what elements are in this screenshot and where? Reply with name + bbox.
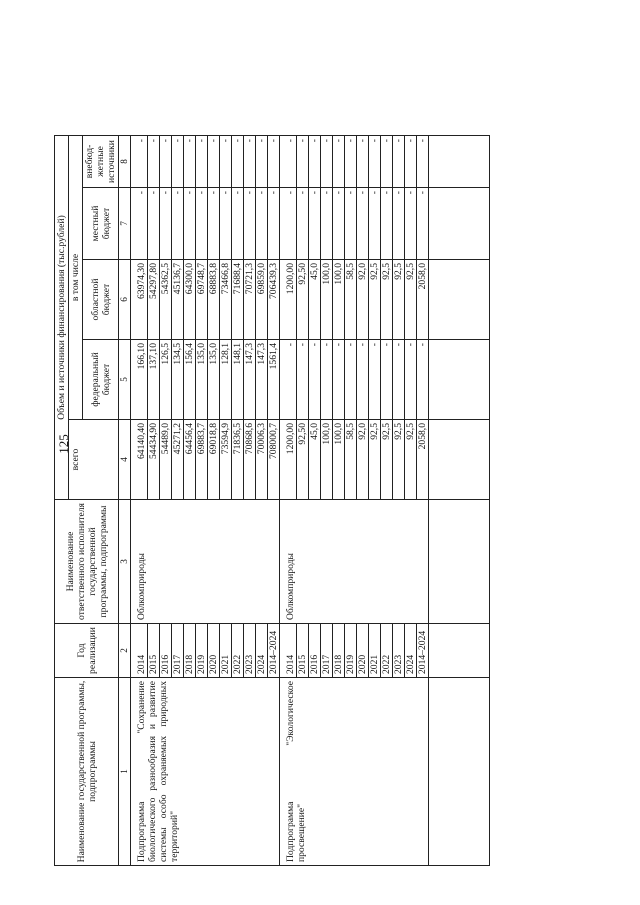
total-cell: 100,0 bbox=[333, 420, 345, 500]
total-cell: 54434,90 bbox=[148, 420, 160, 500]
federal-cell: - bbox=[280, 340, 297, 420]
extra-cell: - bbox=[417, 135, 429, 187]
year-cell: 2019 bbox=[196, 624, 208, 678]
local-cell: - bbox=[160, 188, 172, 260]
year-cell: 2014–2024 bbox=[417, 624, 429, 678]
extra-cell: - bbox=[184, 135, 196, 187]
column-number: 3 bbox=[119, 500, 131, 624]
blank-margin bbox=[172, 35, 184, 135]
federal-cell: 128,1 bbox=[220, 340, 232, 420]
page-number: 125 bbox=[56, 434, 71, 454]
year-cell: 2017 bbox=[172, 624, 184, 678]
total-cell: 45,0 bbox=[309, 420, 321, 500]
total-cell: 54489,0 bbox=[160, 420, 172, 500]
regional-cell: 92,5 bbox=[393, 260, 405, 340]
empty-cell bbox=[429, 135, 490, 187]
extra-cell: - bbox=[232, 135, 244, 187]
blank-margin bbox=[208, 35, 220, 135]
blank-margin bbox=[280, 35, 297, 135]
federal-cell: 134,5 bbox=[172, 340, 184, 420]
regional-cell: 92,5 bbox=[381, 260, 393, 340]
extra-cell: - bbox=[369, 135, 381, 187]
year-cell: 2023 bbox=[393, 624, 405, 678]
local-cell: - bbox=[172, 188, 184, 260]
year-cell: 2021 bbox=[220, 624, 232, 678]
total-cell: 70868,6 bbox=[244, 420, 256, 500]
federal-cell: 135,0 bbox=[208, 340, 220, 420]
total-cell: 92,5 bbox=[369, 420, 381, 500]
table-row bbox=[280, 35, 297, 865]
regional-cell: 92,5 bbox=[405, 260, 417, 340]
extra-cell: - bbox=[309, 135, 321, 187]
header-regional: областной бюджет bbox=[83, 260, 119, 340]
total-cell: 92,5 bbox=[381, 420, 393, 500]
local-cell: - bbox=[357, 188, 369, 260]
header-program-name: Наименование государственной программы, подпрограммы bbox=[55, 678, 119, 866]
regional-cell: 100,0 bbox=[333, 260, 345, 340]
extra-cell: - bbox=[268, 135, 280, 187]
blank-margin bbox=[244, 35, 256, 135]
header-executor: Наименование ответственного исполнителя государственной программы, подпрограммы bbox=[55, 500, 119, 624]
regional-cell: 71688,4 bbox=[232, 260, 244, 340]
extra-cell: - bbox=[280, 135, 297, 187]
federal-cell: - bbox=[333, 340, 345, 420]
year-cell: 2015 bbox=[297, 624, 309, 678]
extra-cell: - bbox=[333, 135, 345, 187]
extra-cell: - bbox=[196, 135, 208, 187]
regional-cell: 54297,80 bbox=[148, 260, 160, 340]
local-cell: - bbox=[297, 188, 309, 260]
extra-cell: - bbox=[208, 135, 220, 187]
federal-cell: 126,5 bbox=[160, 340, 172, 420]
executor-cell: Облкомприроды bbox=[280, 500, 429, 624]
regional-cell: 69859,0 bbox=[256, 260, 268, 340]
extra-cell: - bbox=[131, 135, 148, 187]
regional-cell: 92,5 bbox=[369, 260, 381, 340]
year-cell: 2018 bbox=[184, 624, 196, 678]
year-cell: 2024 bbox=[256, 624, 268, 678]
local-cell: - bbox=[369, 188, 381, 260]
extra-cell: - bbox=[297, 135, 309, 187]
total-cell: 92,50 bbox=[297, 420, 309, 500]
federal-cell: - bbox=[381, 340, 393, 420]
local-cell: - bbox=[345, 188, 357, 260]
column-number: 2 bbox=[119, 624, 131, 678]
table-row bbox=[131, 35, 148, 865]
local-cell: - bbox=[280, 188, 297, 260]
total-cell: 2058,0 bbox=[417, 420, 429, 500]
subprogram-name: Подпрограмма "Экологическое просвещение" bbox=[280, 678, 429, 866]
year-cell: 2014 bbox=[280, 624, 297, 678]
empty-cell bbox=[429, 35, 490, 135]
regional-cell: 58,5 bbox=[345, 260, 357, 340]
total-cell: 92,5 bbox=[405, 420, 417, 500]
total-cell: 92,5 bbox=[393, 420, 405, 500]
regional-cell: 69748,7 bbox=[196, 260, 208, 340]
federal-cell: - bbox=[321, 340, 333, 420]
header-local: местный бюджет bbox=[83, 188, 119, 260]
local-cell: - bbox=[196, 188, 208, 260]
total-cell: 69883,7 bbox=[196, 420, 208, 500]
extra-cell: - bbox=[220, 135, 232, 187]
column-number: 7 bbox=[119, 188, 131, 260]
header-total: всего bbox=[69, 420, 119, 500]
empty-cell bbox=[429, 624, 490, 678]
empty-cell bbox=[429, 500, 490, 624]
blank-margin bbox=[297, 35, 309, 135]
regional-cell: 1200,00 bbox=[280, 260, 297, 340]
regional-cell: 45136,7 bbox=[172, 260, 184, 340]
subprogram-name: Подпрограмма "Сохранение биологического разнообразия и развитие системы особо охраняемых природных территорий" bbox=[131, 678, 280, 866]
blank-margin bbox=[196, 35, 208, 135]
total-cell: 73594,9 bbox=[220, 420, 232, 500]
extra-cell: - bbox=[357, 135, 369, 187]
regional-cell: 2058,0 bbox=[417, 260, 429, 340]
rotated-page-content bbox=[54, 36, 584, 866]
blank-margin bbox=[184, 35, 196, 135]
year-cell: 2020 bbox=[357, 624, 369, 678]
regional-cell: 45,0 bbox=[309, 260, 321, 340]
federal-cell: - bbox=[297, 340, 309, 420]
empty-cell bbox=[429, 188, 490, 260]
local-cell: - bbox=[405, 188, 417, 260]
regional-cell: 706439,3 bbox=[268, 260, 280, 340]
federal-cell: 166,10 bbox=[131, 340, 148, 420]
local-cell: - bbox=[268, 188, 280, 260]
blank-margin bbox=[309, 35, 321, 135]
federal-cell: - bbox=[369, 340, 381, 420]
header-funding: Объем и источники финансирования (тыс.рублей) bbox=[55, 135, 69, 499]
blank-margin bbox=[148, 35, 160, 135]
year-cell: 2017 bbox=[321, 624, 333, 678]
local-cell: - bbox=[321, 188, 333, 260]
year-cell: 2021 bbox=[369, 624, 381, 678]
local-cell: - bbox=[184, 188, 196, 260]
year-cell: 2019 bbox=[345, 624, 357, 678]
blank-margin bbox=[232, 35, 244, 135]
year-cell: 2022 bbox=[232, 624, 244, 678]
total-cell: 64456,4 bbox=[184, 420, 196, 500]
local-cell: - bbox=[256, 188, 268, 260]
empty-cell bbox=[429, 260, 490, 340]
empty-cell bbox=[429, 420, 490, 500]
extra-cell: - bbox=[393, 135, 405, 187]
federal-cell: - bbox=[309, 340, 321, 420]
column-number: 8 bbox=[119, 135, 131, 187]
blank-margin bbox=[220, 35, 232, 135]
extra-cell: - bbox=[321, 135, 333, 187]
blank-margin bbox=[417, 35, 429, 135]
header-including: в том числе bbox=[69, 135, 83, 419]
blank-margin bbox=[405, 35, 417, 135]
federal-cell: - bbox=[417, 340, 429, 420]
regional-cell: 68883,8 bbox=[208, 260, 220, 340]
federal-cell: 147,3 bbox=[256, 340, 268, 420]
column-number: 1 bbox=[119, 678, 131, 866]
empty-cell bbox=[429, 678, 490, 866]
local-cell: - bbox=[244, 188, 256, 260]
local-cell: - bbox=[309, 188, 321, 260]
local-cell: - bbox=[333, 188, 345, 260]
column-numbers-row bbox=[119, 35, 131, 865]
regional-cell: 63974,30 bbox=[131, 260, 148, 340]
local-cell: - bbox=[393, 188, 405, 260]
blank-margin bbox=[160, 35, 172, 135]
executor-cell: Облкомприроды bbox=[131, 500, 280, 624]
blank-margin bbox=[333, 35, 345, 135]
blank-margin bbox=[131, 35, 148, 135]
empty-cell bbox=[429, 340, 490, 420]
year-cell: 2018 bbox=[333, 624, 345, 678]
column-number: 4 bbox=[119, 420, 131, 500]
extra-cell: - bbox=[345, 135, 357, 187]
year-cell: 2024 bbox=[405, 624, 417, 678]
local-cell: - bbox=[232, 188, 244, 260]
federal-cell: 135,0 bbox=[196, 340, 208, 420]
extra-cell: - bbox=[148, 135, 160, 187]
total-cell: 708000,7 bbox=[268, 420, 280, 500]
local-cell: - bbox=[131, 188, 148, 260]
federal-cell: 156,4 bbox=[184, 340, 196, 420]
year-cell: 2020 bbox=[208, 624, 220, 678]
year-cell: 2014–2024 bbox=[268, 624, 280, 678]
blank-margin bbox=[256, 35, 268, 135]
local-cell: - bbox=[208, 188, 220, 260]
local-cell: - bbox=[148, 188, 160, 260]
table-header bbox=[55, 35, 131, 865]
total-cell: 1200,00 bbox=[280, 420, 297, 500]
federal-cell: - bbox=[393, 340, 405, 420]
extra-cell: - bbox=[381, 135, 393, 187]
blank-margin bbox=[357, 35, 369, 135]
year-cell: 2023 bbox=[244, 624, 256, 678]
total-cell: 100,0 bbox=[321, 420, 333, 500]
local-cell: - bbox=[381, 188, 393, 260]
total-cell: 92,0 bbox=[357, 420, 369, 500]
regional-cell: 73466,8 bbox=[220, 260, 232, 340]
blank-margin bbox=[345, 35, 357, 135]
federal-cell: - bbox=[357, 340, 369, 420]
total-cell: 64140,40 bbox=[131, 420, 148, 500]
regional-cell: 64300,0 bbox=[184, 260, 196, 340]
extra-cell: - bbox=[244, 135, 256, 187]
federal-cell: - bbox=[405, 340, 417, 420]
federal-cell: - bbox=[345, 340, 357, 420]
blank-margin bbox=[268, 35, 280, 135]
federal-cell: 147,3 bbox=[244, 340, 256, 420]
local-cell: - bbox=[220, 188, 232, 260]
column-number: 5 bbox=[119, 340, 131, 420]
total-cell: 45271,2 bbox=[172, 420, 184, 500]
blank-margin bbox=[393, 35, 405, 135]
total-cell: 58,5 bbox=[345, 420, 357, 500]
extra-cell: - bbox=[160, 135, 172, 187]
blank-margin bbox=[381, 35, 393, 135]
regional-cell: 92,0 bbox=[357, 260, 369, 340]
federal-cell: 137,10 bbox=[148, 340, 160, 420]
total-cell: 71836,5 bbox=[232, 420, 244, 500]
blank-margin bbox=[55, 35, 131, 135]
column-number: 6 bbox=[119, 260, 131, 340]
total-cell: 70006,3 bbox=[256, 420, 268, 500]
year-cell: 2016 bbox=[309, 624, 321, 678]
total-cell: 69018,8 bbox=[208, 420, 220, 500]
year-cell: 2014 bbox=[131, 624, 148, 678]
blank-margin bbox=[369, 35, 381, 135]
blank-margin bbox=[321, 35, 333, 135]
header-federal: федеральный бюджет bbox=[83, 340, 119, 420]
extra-cell: - bbox=[172, 135, 184, 187]
year-cell: 2022 bbox=[381, 624, 393, 678]
header-year: Год реализации bbox=[55, 624, 119, 678]
year-cell: 2016 bbox=[160, 624, 172, 678]
table-body bbox=[131, 35, 490, 865]
table-padding-row bbox=[429, 35, 490, 865]
extra-cell: - bbox=[256, 135, 268, 187]
federal-cell: 148,1 bbox=[232, 340, 244, 420]
regional-cell: 54362,5 bbox=[160, 260, 172, 340]
year-cell: 2015 bbox=[148, 624, 160, 678]
extra-cell: - bbox=[405, 135, 417, 187]
header-extrabudget: внебюд-жетные источники bbox=[83, 135, 119, 187]
federal-cell: 1561,4 bbox=[268, 340, 280, 420]
regional-cell: 92,50 bbox=[297, 260, 309, 340]
financing-table bbox=[54, 35, 490, 866]
regional-cell: 100,0 bbox=[321, 260, 333, 340]
local-cell: - bbox=[417, 188, 429, 260]
regional-cell: 70721,3 bbox=[244, 260, 256, 340]
